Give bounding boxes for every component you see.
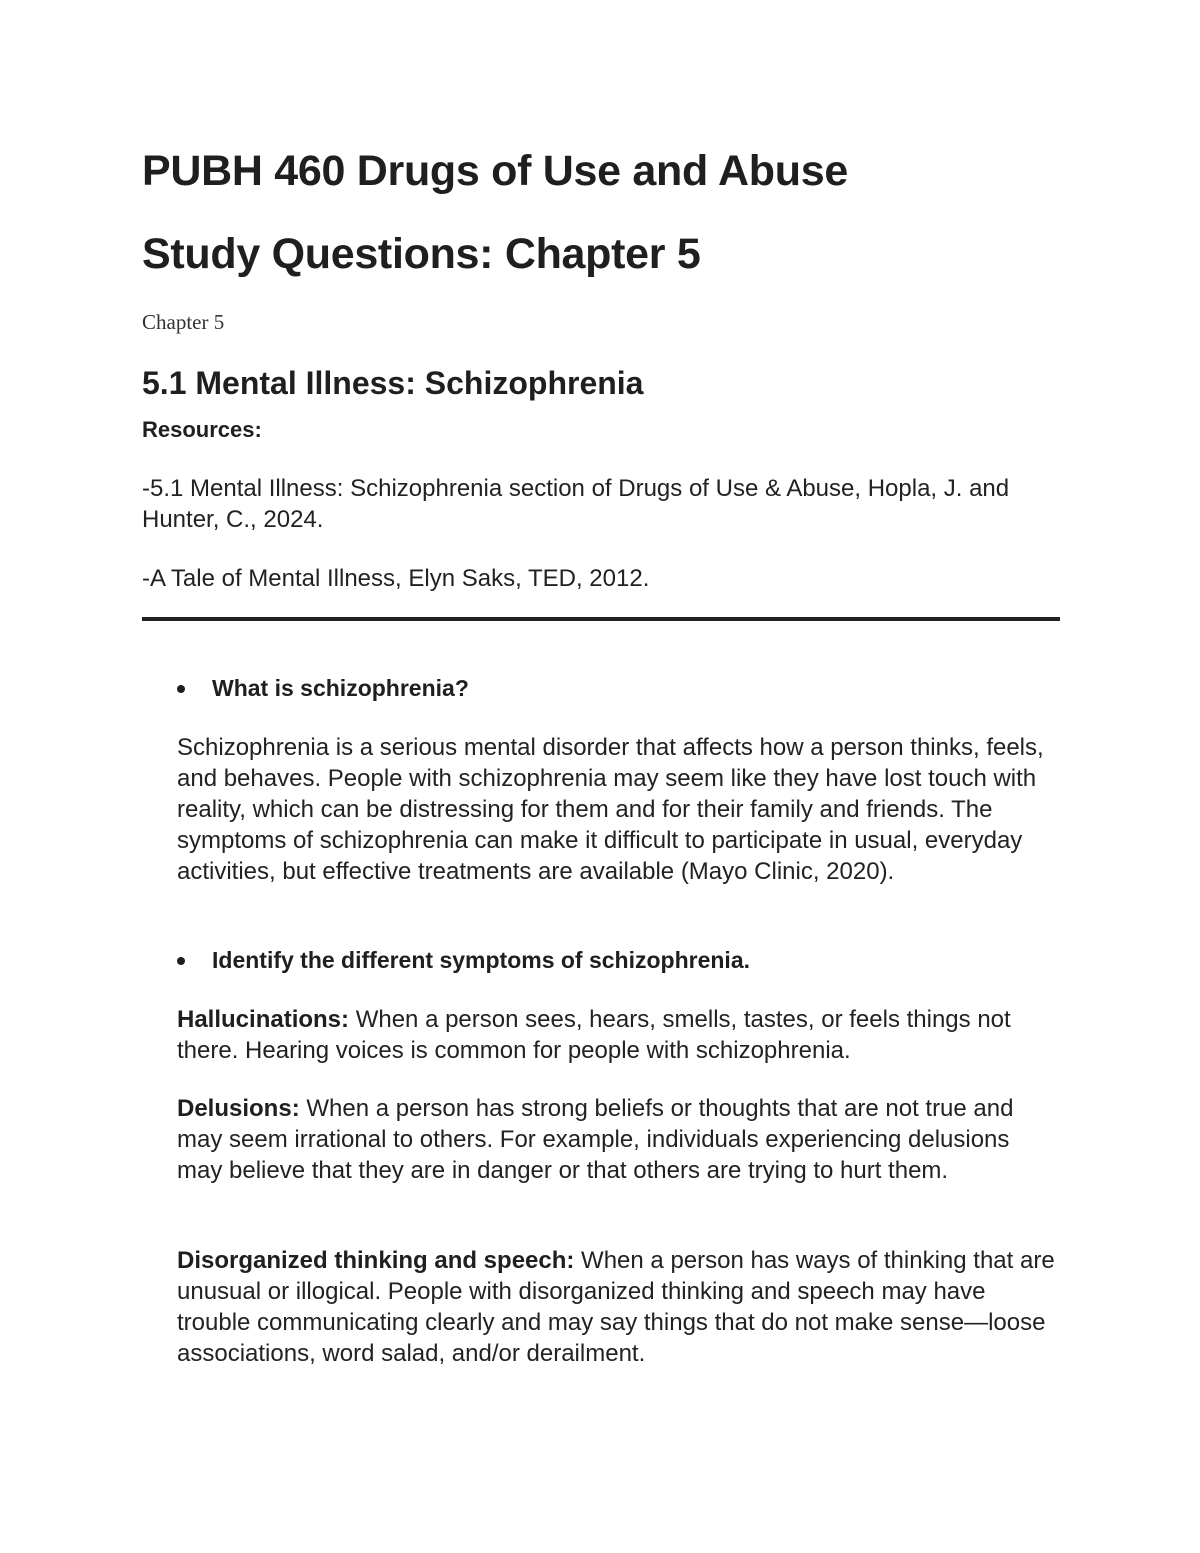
answer-paragraph: Schizophrenia is a serious mental disorder that affects how a person thinks, feels, and behaves. People with schizophrenia may seem like they have lost touch with reality, which can be distressing for them and for their family and friends. The symptoms of schizophrenia can make it difficult to participate in usual, everyday activities, but effective treatments are available (Mayo Clinic, 2020). [177, 734, 1044, 885]
document-subtitle-heading: Study Questions: Chapter 5 [142, 230, 701, 278]
symptom-paragraph [177, 1004, 1057, 1066]
bullet-icon [177, 957, 185, 965]
resources-label: Resources: [142, 417, 262, 442]
symptom-paragraph [177, 1245, 1057, 1369]
horizontal-divider [142, 617, 1060, 621]
symptom-description: When a person has strong beliefs or thoughts that are not true and may seem irrational to others. For example, individuals experiencing delusions may believe that they are in danger or that others are trying to hurt them. [177, 1095, 1014, 1184]
symptom-description: When a person sees, hears, smells, tastes, or feels things not there. Hearing voices is common for people with schizophrenia. [177, 1006, 1011, 1064]
symptom-description: When a person has ways of thinking that are unusual or illogical. People with disorganized thinking and speech may have trouble communicating clearly and may say things that do not make sense—loose associations, word salad, and/or derailment. [177, 1247, 1055, 1367]
resource-item: -5.1 Mental Illness: Schizophrenia section of Drugs of Use & Abuse, Hopla, J. and Hunter, C., 2024. [142, 475, 1010, 533]
bullet-icon [177, 685, 185, 693]
chapter-label: Chapter 5 [142, 310, 225, 334]
document-title: PUBH 460 Drugs of Use and Abuse [142, 147, 848, 195]
symptom-term: Delusions: [177, 1095, 300, 1122]
symptom-paragraph [177, 1093, 1057, 1186]
section-heading: 5.1 Mental Illness: Schizophrenia [142, 365, 644, 401]
symptom-term: Disorganized thinking and speech: [177, 1247, 575, 1274]
resource-item: -A Tale of Mental Illness, Elyn Saks, TED, 2012. [142, 565, 650, 592]
question-text: What is schizophrenia? [212, 675, 469, 701]
symptom-term: Hallucinations: [177, 1006, 350, 1033]
question-text: Identify the different symptoms of schizophrenia. [212, 947, 751, 973]
